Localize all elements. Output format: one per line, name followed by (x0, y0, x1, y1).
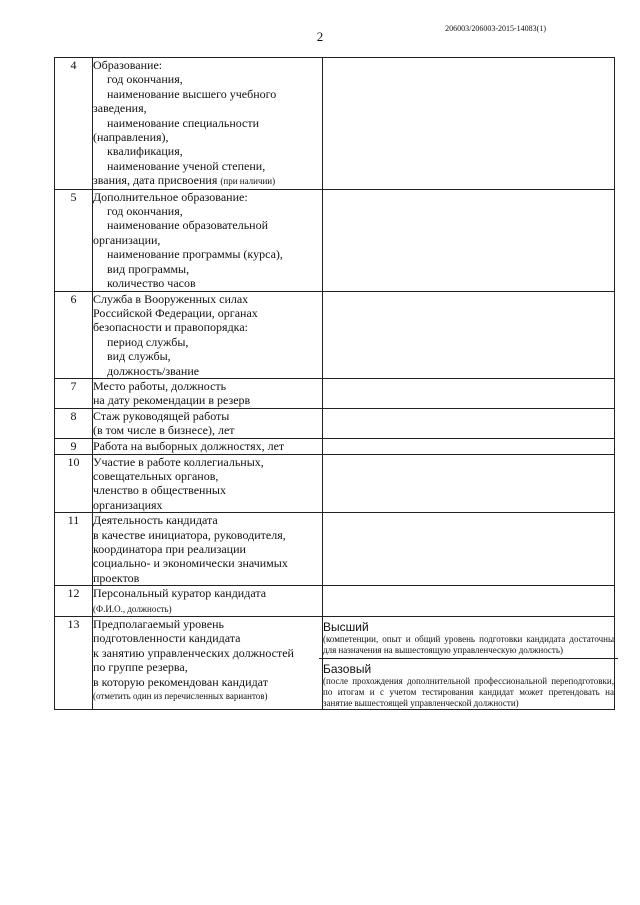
option-title-higher[interactable]: Высший (323, 620, 369, 635)
label-line (93, 87, 322, 101)
label-text: Деятельность кандидата (93, 513, 218, 528)
label-text: Образование: (93, 58, 163, 72)
option-desc-basic: (после прохождения дополнительной профессиональной переподготовки, по итогам и с учетом тестирования кандидат может претендовать на занятие вышестоящей управленческой должности) (323, 676, 614, 709)
label-line (93, 586, 322, 600)
row-label (93, 378, 323, 408)
label-line (93, 276, 322, 290)
row-label (93, 291, 323, 378)
label-line: к занятию управленческих должностей (93, 645, 294, 660)
label-line (93, 233, 322, 247)
label-text: период службы, (107, 334, 189, 349)
form-row-4 (55, 58, 615, 190)
page-number: 2 (316, 29, 324, 44)
label-line (93, 379, 322, 393)
row-label (93, 454, 323, 513)
answer-cell[interactable] (323, 408, 615, 438)
label-text: организациях (93, 497, 163, 512)
answer-cell[interactable] (323, 58, 615, 190)
document-id: 206003/206003-2015-14083(1) (445, 24, 546, 33)
form-row-9 (55, 438, 615, 454)
label-text: Персональный куратор кандидата (93, 586, 267, 601)
label-text: в качестве инициатора, руководителя, (93, 527, 286, 542)
answer-cell[interactable] (323, 189, 615, 291)
label-line (93, 498, 322, 512)
label-line (93, 349, 322, 363)
label-line (93, 159, 322, 173)
option-title-basic[interactable]: Базовый (323, 662, 372, 677)
label-line (93, 423, 322, 437)
label-text: заведения, (93, 101, 147, 116)
row-number: 7 (55, 378, 93, 408)
label-line (93, 556, 322, 570)
row-number: 9 (55, 438, 93, 454)
row-number: 4 (55, 58, 93, 190)
label-text: звания, дата присвоения (93, 173, 218, 188)
label-line (93, 306, 322, 320)
level-options (323, 617, 615, 710)
label-line (93, 364, 322, 378)
label-line (93, 72, 322, 86)
label-note: (при наличии) (220, 176, 276, 187)
label-text: вид службы, (107, 349, 171, 364)
form-row-7 (55, 378, 615, 408)
form-row-12 (55, 586, 615, 617)
row-label (93, 513, 323, 586)
label-text: наименование ученой степени, (107, 158, 266, 173)
label-text: наименование программы (курса), (107, 247, 283, 262)
label-text: совещательных органов, (93, 468, 219, 483)
label-text: проектов (93, 570, 140, 585)
label-line (93, 292, 322, 306)
label-note: (отметить один из перечисленных вариантов) (93, 691, 268, 702)
label-text: социально- и экономически значимых (93, 556, 288, 571)
row-label (93, 617, 323, 710)
form-row-8 (55, 408, 615, 438)
row-label (93, 438, 323, 454)
label-text: (в том числе в бизнесе), лет (93, 423, 235, 438)
label-line (93, 320, 322, 334)
form-row-11 (55, 513, 615, 586)
row-number: 10 (55, 454, 93, 513)
label-line (93, 335, 322, 349)
label-line (93, 439, 322, 453)
label-text: количество часов (107, 276, 196, 291)
answer-cell[interactable] (323, 586, 615, 617)
row-label (93, 408, 323, 438)
answer-cell[interactable] (323, 438, 615, 454)
label-note: (Ф.И.О., должность) (93, 603, 172, 614)
label-text: членство в общественных (93, 483, 226, 498)
row-number: 8 (55, 408, 93, 438)
label-text: организации, (93, 232, 161, 247)
label-line: Предполагаемый уровень (93, 617, 224, 632)
label-line (93, 483, 322, 497)
label-line (93, 173, 322, 188)
option-divider (319, 658, 618, 659)
answer-cell[interactable] (323, 454, 615, 513)
label-text: координатора при реализации (93, 542, 246, 556)
label-text: на дату рекомендации в резерв (93, 393, 251, 408)
label-text: Участие в работе коллегиальных, (93, 454, 264, 469)
row-label (93, 58, 323, 190)
label-line (93, 144, 322, 158)
row-number: 11 (55, 513, 93, 586)
label-text: вид программы, (107, 261, 190, 276)
row-number: 12 (55, 586, 93, 617)
answer-cell[interactable] (323, 513, 615, 586)
label-line (93, 58, 322, 72)
candidate-form-table (54, 57, 615, 710)
label-text: Стаж руководящей работы (93, 408, 230, 423)
label-line (93, 393, 322, 407)
label-text: Работа на выборных должностях, лет (93, 438, 285, 453)
label-line (93, 204, 322, 218)
form-row-6 (55, 291, 615, 378)
row-label (93, 189, 323, 291)
answer-cell[interactable] (323, 378, 615, 408)
row-label (93, 586, 323, 617)
row-number: 5 (55, 189, 93, 291)
label-line (93, 409, 322, 423)
label-line (93, 218, 322, 232)
answer-cell[interactable] (323, 291, 615, 378)
label-line (93, 528, 322, 542)
label-text: наименование образовательной (107, 218, 269, 233)
label-line (93, 469, 322, 483)
label-text: год окончания, (107, 72, 183, 87)
label-text: Служба в Вооруженных силах (93, 291, 249, 306)
label-text: должность/звание (107, 363, 200, 378)
form-body (55, 58, 615, 710)
form-row-5 (55, 189, 615, 291)
option-desc-higher: (компетенции, опыт и общий уровень подготовки кандидата достаточны для назначения на вышестоящую управленческую должность) (323, 634, 614, 656)
label-text: год окончания, (107, 204, 183, 219)
label-text: Место работы, должность (93, 378, 227, 393)
label-text: Дополнительное образование: (93, 189, 248, 204)
label-line (93, 247, 322, 261)
label-text: Российской Федерации, органах (93, 305, 258, 320)
row-number: 6 (55, 291, 93, 378)
row-number: 13 (55, 617, 93, 710)
label-line (93, 513, 322, 527)
label-line: в которую рекомендован кандидат (93, 674, 268, 689)
label-line: подготовленности кандидата (93, 631, 241, 646)
label-text: безопасности и правопорядка: (93, 320, 248, 335)
label-text: (направления), (93, 130, 169, 145)
label-line (93, 571, 322, 585)
label-line (93, 601, 322, 616)
label-line (93, 130, 322, 144)
label-line (93, 116, 322, 130)
label-line (93, 190, 322, 204)
label-line (93, 542, 322, 556)
label-line (93, 262, 322, 276)
label-line: по группе резерва, (93, 660, 188, 675)
form-row-13 (55, 617, 615, 710)
label-text: квалификация, (107, 144, 183, 159)
form-row-10 (55, 454, 615, 513)
label-line (93, 101, 322, 115)
label-text: наименование специальности (107, 115, 260, 130)
label-text: наименование высшего учебного (107, 86, 277, 101)
label-line (93, 455, 322, 469)
